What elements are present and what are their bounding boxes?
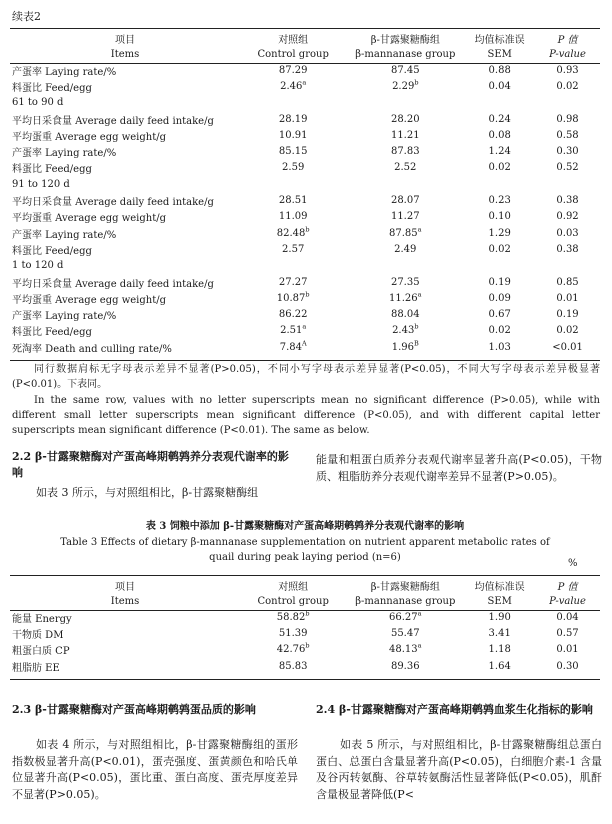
section-2-4-para: 如表 5 所示，与对照组相比，β-甘露聚糖酶组总蛋白蛋白、总蛋白含量显著升高(P<0.05)，白细胞介素-1 含量及谷丙转氨酶、谷草转氨酶活性显著降低(P<0.05)，肌酐含量极显著降低(P< (316, 738, 602, 801)
table2-header-rule (10, 63, 600, 64)
row-item: 1 to 120 d (12, 260, 64, 272)
treatment-value: 28.07 (390, 195, 420, 207)
control-value (240, 95, 346, 111)
t3-header-control-cn: 对照组 (278, 581, 309, 593)
p-value (535, 95, 600, 111)
control-value (240, 176, 346, 192)
t3-header-p-en: P-value (549, 595, 586, 607)
table-note-en: In the same row, values with no letter superscripts mean no significant difference (P>0.05), while with different small letter superscripts mean significant difference (P<0.05), and with different capital letter superscripts mean significant difference (P<0.01). The same as below. (12, 395, 600, 436)
sem-value (464, 95, 535, 111)
section-2-2-para-right: 能量和粗蛋白质养分表观代谢率显著升高(P<0.05)，干物质、粗脂肪养分表观代谢率差异不显著(P>0.05)。 (316, 453, 602, 483)
row-item: 料蛋比 Feed/egg (12, 327, 92, 339)
significance-letter: a (302, 323, 307, 332)
section-2-2-para-left: 如表 3 所示，与对照组相比，β-甘露聚糖酶组 (36, 486, 259, 499)
table2-row (10, 62, 600, 78)
table3-header-rule (10, 610, 600, 611)
treatment-value: 2.52 (394, 162, 417, 174)
significance-letter: b (414, 78, 419, 87)
significance-letter: a (417, 225, 422, 234)
table2-row (10, 290, 600, 306)
row-item: 平均蛋重 Average egg weight/g (12, 213, 167, 225)
control-value: $7.84^A$ (279, 339, 307, 353)
control-value: 85.83 (278, 660, 308, 672)
treatment-value: $1.96^B$ (391, 339, 419, 353)
t3-header-p-cn: P 值 (557, 581, 578, 593)
control-value: 86.22 (278, 309, 308, 321)
row-item: 平均蛋重 Average egg weight/g (12, 294, 167, 306)
table2-row (10, 192, 600, 208)
treatment-value: 55.47 (390, 627, 420, 639)
header-treat-cn: β-甘露聚糖酶组 (370, 34, 440, 46)
row-item: 死淘率 Death and culling rate/% (12, 343, 172, 355)
table3-title-cn: 表 3 饲粮中添加 β-甘露聚糖酶对产蛋高峰期鹌鹑养分表观代谢率的影响 (145, 521, 465, 532)
significance-letter: b (305, 290, 310, 299)
sem-value: 0.02 (488, 325, 511, 337)
table-note-cn: 同行数据肩标无字母表示差异不显著(P>0.05)，不同小写字母表示差异显著(P<0.05)，不同大写字母表示差异极显著(P<0.01)。下表同。 (12, 364, 600, 390)
treatment-value: 87.45 (390, 64, 420, 76)
control-value: 10.91 (278, 129, 308, 141)
treatment-value: 89.36 (390, 660, 420, 672)
significance-letter: a (417, 609, 422, 618)
significance-letter: b (305, 609, 310, 618)
sem-value: 0.24 (488, 113, 511, 125)
sem-value: 1.90 (488, 611, 511, 623)
p-value: 0.01 (556, 292, 579, 304)
sem-value: 0.67 (488, 309, 511, 321)
row-item: 91 to 120 d (12, 178, 70, 190)
header-control-cn: 对照组 (278, 34, 309, 46)
row-item: 粗蛋白质 CP (12, 646, 70, 658)
table3-row (10, 642, 600, 658)
sem-value: 1.18 (488, 644, 511, 656)
treatment-value (346, 258, 464, 274)
header-item-cn: 项目 (115, 34, 136, 46)
row-item: 粗脂肪 EE (12, 662, 60, 674)
treatment-value: 2.49 (394, 243, 417, 255)
control-value: 28.51 (278, 195, 308, 207)
sem-value: 0.23 (488, 195, 511, 207)
p-value: 0.30 (556, 146, 579, 158)
sem-value (464, 258, 535, 274)
table2-row (10, 95, 600, 111)
sem-value: 0.88 (488, 64, 511, 76)
significance-letter: A (301, 339, 307, 348)
treatment-value: 27.35 (390, 276, 420, 288)
table3-title-en-2: quail during peak laying period (n=6) (209, 552, 401, 563)
control-value: 87.29 (278, 64, 308, 76)
t3-header-treat-en: β-mannanase group (355, 595, 456, 607)
treatment-value: 88.04 (390, 309, 420, 321)
table2-row (10, 306, 600, 322)
table2-row (10, 111, 600, 127)
table2 (10, 30, 600, 355)
sem-value: 0.04 (488, 80, 511, 92)
p-value: 0.01 (556, 644, 579, 656)
treatment-value: 11.21 (390, 129, 420, 141)
row-item: 料蛋比 Feed/egg (12, 245, 92, 257)
row-item: 干物质 DM (12, 629, 64, 641)
control-value: 2.46$^a$ (280, 78, 307, 92)
control-value: 2.59 (282, 162, 305, 174)
header-p-en: P-value (549, 48, 586, 60)
sem-value: 0.02 (488, 162, 511, 174)
treatment-value: 2.29$^b$ (392, 78, 419, 92)
p-value: 0.58 (556, 129, 579, 141)
section-2-4-heading: 2.4 β-甘露聚糖酶对产蛋高峰期鹌鹑血浆生化指标的影响 (316, 703, 593, 716)
table2-row (10, 241, 600, 257)
table2-row (10, 78, 600, 94)
header-control-en: Control group (257, 48, 329, 60)
table3-bottom-rule (10, 679, 600, 680)
header-sem-cn: 均值标准误 (474, 34, 525, 46)
control-value: 51.39 (278, 627, 308, 639)
p-value (535, 176, 600, 192)
p-value: 0.04 (556, 611, 579, 623)
section-2-3-para: 如表 4 所示，与对照组相比，β-甘露聚糖酶组的蛋形指数极显著升高(P<0.01)，蛋壳强度、蛋黄颜色和哈氏单位显著升高(P<0.05)，蛋比重、蛋白高度、蛋壳厚度差异不显著(P>0.05)。 (12, 738, 298, 801)
control-value: 2.51$^a$ (280, 323, 307, 337)
p-value: 0.30 (556, 660, 579, 672)
sem-value: 0.09 (488, 292, 511, 304)
sem-value: 0.02 (488, 243, 511, 255)
row-item: 产蛋率 Laying rate/% (12, 311, 117, 323)
table2-row (10, 209, 600, 225)
treatment-value (346, 176, 464, 192)
significance-letter: b (305, 225, 310, 234)
row-item: 平均蛋重 Average egg weight/g (12, 131, 167, 143)
sem-value (464, 176, 535, 192)
row-item: 料蛋比 Feed/egg (12, 164, 92, 176)
sem-value: 0.10 (488, 211, 511, 223)
table2-row (10, 176, 600, 192)
t3-header-sem-en: SEM (487, 595, 512, 607)
p-value: 0.02 (556, 80, 579, 92)
t3-header-item-en: Items (110, 595, 140, 607)
p-value: 0.03 (556, 227, 579, 239)
treatment-value: 87.83 (390, 146, 420, 158)
row-item: 能量 Energy (12, 613, 72, 625)
control-value: 28.19 (278, 113, 308, 125)
p-value: 0.19 (556, 309, 579, 321)
row-item: 平均日采食量 Average daily feed intake/g (12, 197, 214, 209)
control-value: 42.76$^b$ (276, 641, 310, 656)
significance-letter: b (305, 641, 310, 650)
row-item: 产蛋率 Laying rate/% (12, 148, 117, 160)
control-value (240, 258, 346, 274)
p-value: 0.92 (556, 211, 579, 223)
sem-value: 3.41 (488, 627, 511, 639)
control-value: 10.87$^b$ (276, 290, 310, 304)
sem-value: 1.24 (488, 146, 511, 158)
table2-row (10, 127, 600, 143)
row-item: 料蛋比 Feed/egg (12, 82, 92, 94)
table2-row (10, 143, 600, 159)
control-value: 85.15 (278, 146, 308, 158)
row-item: 61 to 90 d (12, 97, 64, 109)
table3-title-en-1: Table 3 Effects of dietary β-mannanase supplementation on nutrient apparent metabolic rates of (60, 537, 550, 548)
sem-value: 0.19 (488, 276, 511, 288)
treatment-value: 11.27 (390, 211, 420, 223)
table3-unit: % (568, 558, 578, 569)
significance-letter: a (417, 641, 422, 650)
table2-row (10, 339, 600, 355)
row-item: 产蛋率 Laying rate/% (12, 229, 117, 241)
p-value: 0.85 (556, 276, 579, 288)
t3-header-item-cn: 项目 (115, 581, 136, 593)
row-item: 平均日采食量 Average daily feed intake/g (12, 115, 214, 127)
table2-row (10, 323, 600, 339)
treatment-value: 48.13$^a$ (389, 641, 422, 656)
table3 (10, 577, 600, 674)
treatment-value: 66.27$^a$ (389, 609, 422, 623)
p-value: <0.01 (552, 341, 583, 353)
p-value: 0.38 (556, 243, 579, 255)
sem-value: 0.08 (488, 129, 511, 141)
t3-header-control-en: Control group (257, 595, 329, 607)
table2-row (10, 258, 600, 274)
treatment-value: 87.85$^a$ (389, 225, 422, 239)
sem-value: 1.03 (488, 341, 511, 353)
header-p-cn: P 值 (557, 34, 578, 46)
t3-header-treat-cn: β-甘露聚糖酶组 (370, 581, 440, 593)
table3-row (10, 609, 600, 625)
table2-row (10, 160, 600, 176)
table2-row (10, 274, 600, 290)
significance-letter: a (417, 290, 422, 299)
table2-row (10, 225, 600, 241)
treatment-value: 2.43$^b$ (392, 323, 419, 337)
significance-letter: B (414, 339, 419, 348)
table3-row (10, 625, 600, 641)
control-value: 11.09 (278, 211, 308, 223)
p-value: 0.93 (556, 64, 579, 76)
p-value (535, 258, 600, 274)
control-value: 58.82$^b$ (276, 609, 310, 623)
treatment-value: 28.20 (390, 113, 420, 125)
table3-row (10, 658, 600, 674)
continuation-label: 续表2 (12, 10, 41, 23)
treatment-value: 11.26$^a$ (389, 290, 422, 304)
sem-value: 1.64 (488, 660, 511, 672)
p-value: 0.57 (556, 627, 579, 639)
header-treat-en: β-mannanase group (355, 48, 456, 60)
header-item-en: Items (110, 48, 140, 60)
t3-header-sem-cn: 均值标准误 (474, 581, 525, 593)
sem-value: 1.29 (488, 227, 511, 239)
significance-letter: a (302, 78, 307, 87)
p-value: 0.98 (556, 113, 579, 125)
p-value: 0.52 (556, 162, 579, 174)
row-item: 产蛋率 Laying rate/% (12, 66, 117, 78)
control-value: 2.57 (282, 243, 305, 255)
p-value: 0.02 (556, 325, 579, 337)
section-2-3-heading: 2.3 β-甘露聚糖酶对产蛋高峰期鹌鹑蛋品质的影响 (12, 703, 256, 716)
row-item: 平均日采食量 Average daily feed intake/g (12, 278, 214, 290)
header-sem-en: SEM (487, 48, 512, 60)
control-value: 82.48$^b$ (276, 225, 310, 239)
p-value: 0.38 (556, 195, 579, 207)
significance-letter: b (414, 323, 419, 332)
treatment-value (346, 95, 464, 111)
control-value: 27.27 (278, 276, 308, 288)
section-2-2-heading: 2.2 β-甘露聚糖酶对产蛋高峰期鹌鹑养分表观代谢率的影响 (12, 450, 289, 479)
